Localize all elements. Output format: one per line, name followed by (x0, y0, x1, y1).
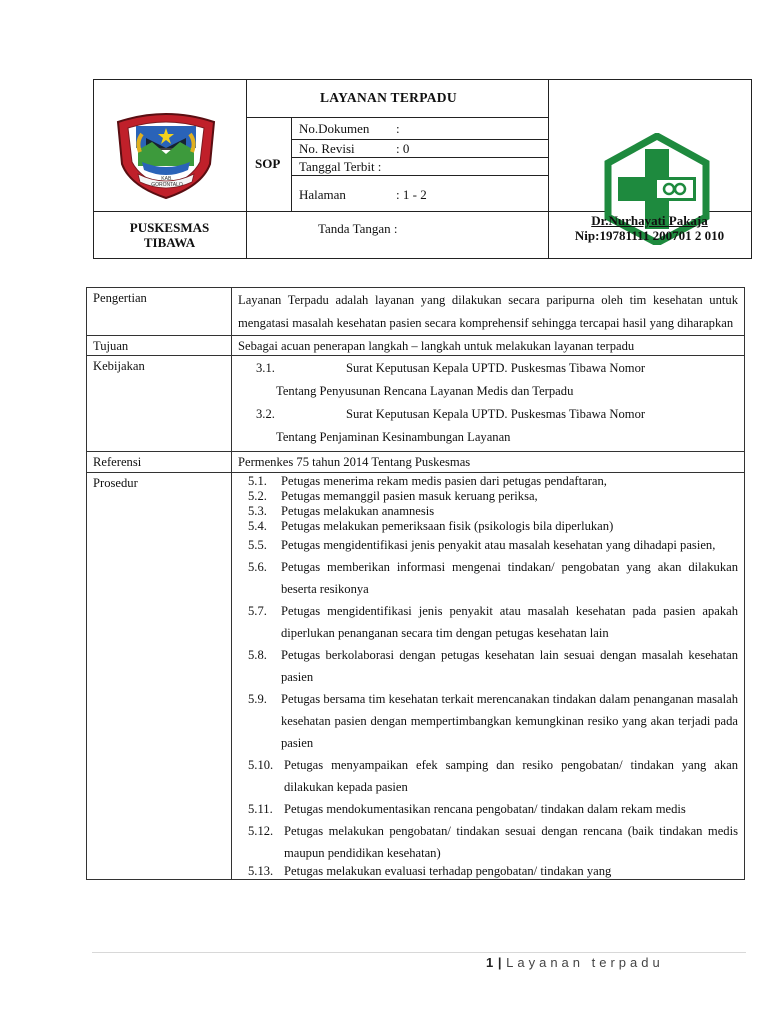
text-pengertian: Layanan Terpadu adalah layanan yang dilakukan secara paripurna oleh tim kesehatan untuk mengatasi masalah kesehatan pasien secara komprehensif sehingga tercapai hasil yang diharapkan (232, 288, 745, 336)
list-item-text: Petugas mendokumentasikan rencana pengobatan/ tindakan dalam rekam medis (284, 801, 686, 816)
list-item-text: Petugas melakukan evaluasi terhadap pengobatan/ tindakan yang (284, 863, 612, 878)
list-item-text: Petugas memberikan informasi mengenai tindakan/ pengobatan yang akan dilakukan beserta resikonya (281, 559, 738, 596)
list-item-text: Petugas melakukan pemeriksaan fisik (psikologis bila diperlukan) (281, 518, 614, 533)
page-footer (486, 955, 664, 970)
kebijakan-item-number: 3.1. (256, 361, 275, 376)
org-name-line2: TIBAWA (143, 235, 196, 250)
list-item (248, 754, 738, 798)
document-title: LAYANAN TERPADU (320, 90, 457, 105)
list-item-text: Petugas berkolaborasi dengan petugas kesehatan lain sesuai dengan masalah kesehatan pasien (281, 647, 738, 684)
text-tujuan: Sebagai acuan penerapan langkah – langkah untuk melakukan layanan terpadu (232, 336, 745, 356)
label-kebijakan: Kebijakan (87, 356, 232, 452)
footer-rule (92, 952, 746, 953)
list-item (248, 864, 738, 879)
row-kebijakan (87, 356, 745, 452)
kebijakan-item-text (276, 357, 738, 403)
sop-content-table (86, 287, 745, 880)
label-tujuan: Tujuan (87, 336, 232, 356)
list-item-number: 5.13. (248, 863, 274, 878)
kebijakan-item-line1: Surat Keputusan Kepala UPTD. Puskesmas Tibawa Nomor (346, 361, 646, 376)
kebijakan-item-text (276, 403, 738, 449)
list-item (248, 688, 738, 754)
list-item-number: 5.3. (248, 503, 267, 518)
list-item (248, 504, 738, 519)
kebijakan-item (238, 403, 738, 449)
list-item-text: Petugas menyampaikan efek samping dan resiko pengobatan/ tindakan yang akan dilakukan kepada pasien (284, 757, 738, 794)
list-item (248, 489, 738, 504)
list-item-number: 5.9. (248, 691, 267, 706)
list-item-number: 5.2. (248, 488, 267, 503)
signature-label: Tanda Tangan : (318, 221, 398, 236)
prosedur-list (238, 474, 738, 879)
list-item (248, 644, 738, 688)
list-item-text: Petugas mengidentifikasi jenis penyakit atau masalah kesehatan yang dihadapi pasien, (281, 537, 716, 552)
field-halaman-label: Halaman (299, 187, 346, 202)
list-item-number: 5.10. (248, 757, 274, 772)
list-item-text: Petugas mengidentifikasi jenis penyakit atau masalah kesehatan pada pasien apakah diperlukan penanganan secara tim dengan petugas kesehatan lain (281, 603, 738, 640)
list-item-number: 5.11. (248, 801, 273, 816)
list-item-text: Petugas menerima rekam medis pasien dari petugas pendaftaran, (281, 473, 607, 488)
kebijakan-item-number: 3.2. (256, 407, 275, 422)
footer-title: Layanan terpadu (506, 955, 664, 970)
field-no-revisi-label: No. Revisi (299, 141, 355, 156)
label-referensi: Referensi (87, 452, 232, 472)
row-referensi (87, 452, 745, 472)
list-item-text: Petugas bersama tim kesehatan terkait merencanakan tindakan dalam penanganan masalah kesehatan pasien dengan mempertimbangkan kemungkinan resiko yang akan terjadi pada pasien (281, 691, 738, 750)
emblem-ribbon-text: KAB. GORONTALO (151, 176, 183, 188)
list-item-number: 5.8. (248, 647, 267, 662)
footer-separator: | (497, 955, 502, 970)
label-pengertian: Pengertian (87, 288, 232, 336)
kebijakan-list (232, 356, 745, 452)
list-item-number: 5.4. (248, 518, 267, 533)
label-prosedur: Prosedur (87, 472, 232, 879)
list-item-number: 5.7. (248, 603, 267, 618)
list-item (248, 519, 738, 534)
field-halaman-value: : 1 - 2 (396, 187, 427, 202)
list-item-number: 5.6. (248, 559, 267, 574)
list-item-text: Petugas melakukan pengobatan/ tindakan sesuai dengan rencana (baik tindakan medis maupun pendidikan kesehatan) (284, 823, 738, 860)
field-no-dokumen-label: No.Dokumen (299, 121, 370, 136)
list-item (248, 534, 738, 556)
row-prosedur (87, 472, 745, 879)
signer-name: Dr.Nurhayati Pakaja (591, 213, 708, 228)
list-item-number: 5.12. (248, 823, 274, 838)
prosedur-cell (232, 472, 745, 879)
org-name-line1: PUSKESMAS (129, 220, 210, 235)
signer-nip: Nip:19781111 200701 2 010 (574, 228, 725, 243)
list-item-number: 5.5. (248, 537, 267, 552)
row-tujuan (87, 336, 745, 356)
page-number: 1 (486, 955, 494, 970)
row-pengertian (87, 288, 745, 336)
list-item (248, 556, 738, 600)
field-tanggal-terbit-label: Tanggal Terbit : (299, 159, 382, 174)
text-referensi: Permenkes 75 tahun 2014 Tentang Puskesmas (232, 452, 745, 472)
field-no-dokumen-value: : (396, 121, 400, 136)
kebijakan-item (238, 357, 738, 403)
kebijakan-item-line2: Tentang Penjaminan Kesinambungan Layanan (276, 430, 511, 445)
kebijakan-item-line2: Tentang Penyusunan Rencana Layanan Medis dan Terpadu (276, 384, 574, 399)
kabupaten-gorontalo-emblem (112, 102, 220, 202)
list-item-number: 5.1. (248, 473, 267, 488)
list-item (248, 798, 738, 820)
list-item (248, 820, 738, 864)
kebijakan-item-line1: Surat Keputusan Kepala UPTD. Puskesmas Tibawa Nomor (346, 407, 646, 422)
list-item-text: Petugas melakukan anamnesis (281, 503, 435, 518)
sop-label: SOP (255, 156, 281, 171)
field-no-revisi-value: : 0 (396, 141, 410, 156)
list-item-text: Petugas memanggil pasien masuk keruang periksa, (281, 488, 538, 503)
list-item (248, 474, 738, 489)
list-item (248, 600, 738, 644)
